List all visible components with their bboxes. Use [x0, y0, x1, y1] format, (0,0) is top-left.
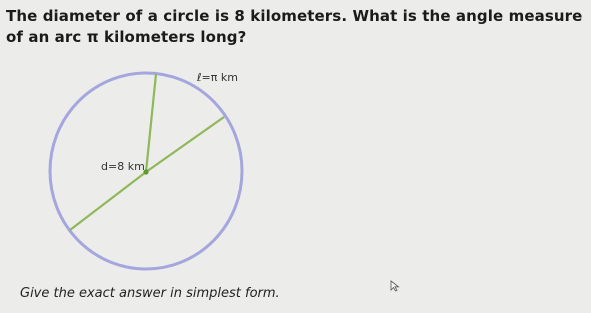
diameter-label: d=8 km — [101, 160, 145, 173]
radius-to-right — [146, 117, 224, 172]
radius-to-lower-left — [70, 172, 146, 230]
pointer-cursor-icon — [390, 280, 400, 292]
instruction-text: Give the exact answer in simplest form. — [20, 286, 280, 301]
arc-length-label: ℓ=π km — [197, 71, 238, 84]
question-text: The diameter of a circle is 8 kilometers. What is the angle measure of an arc π kilometers long? — [6, 7, 583, 46]
radius-to-top — [146, 74, 156, 172]
